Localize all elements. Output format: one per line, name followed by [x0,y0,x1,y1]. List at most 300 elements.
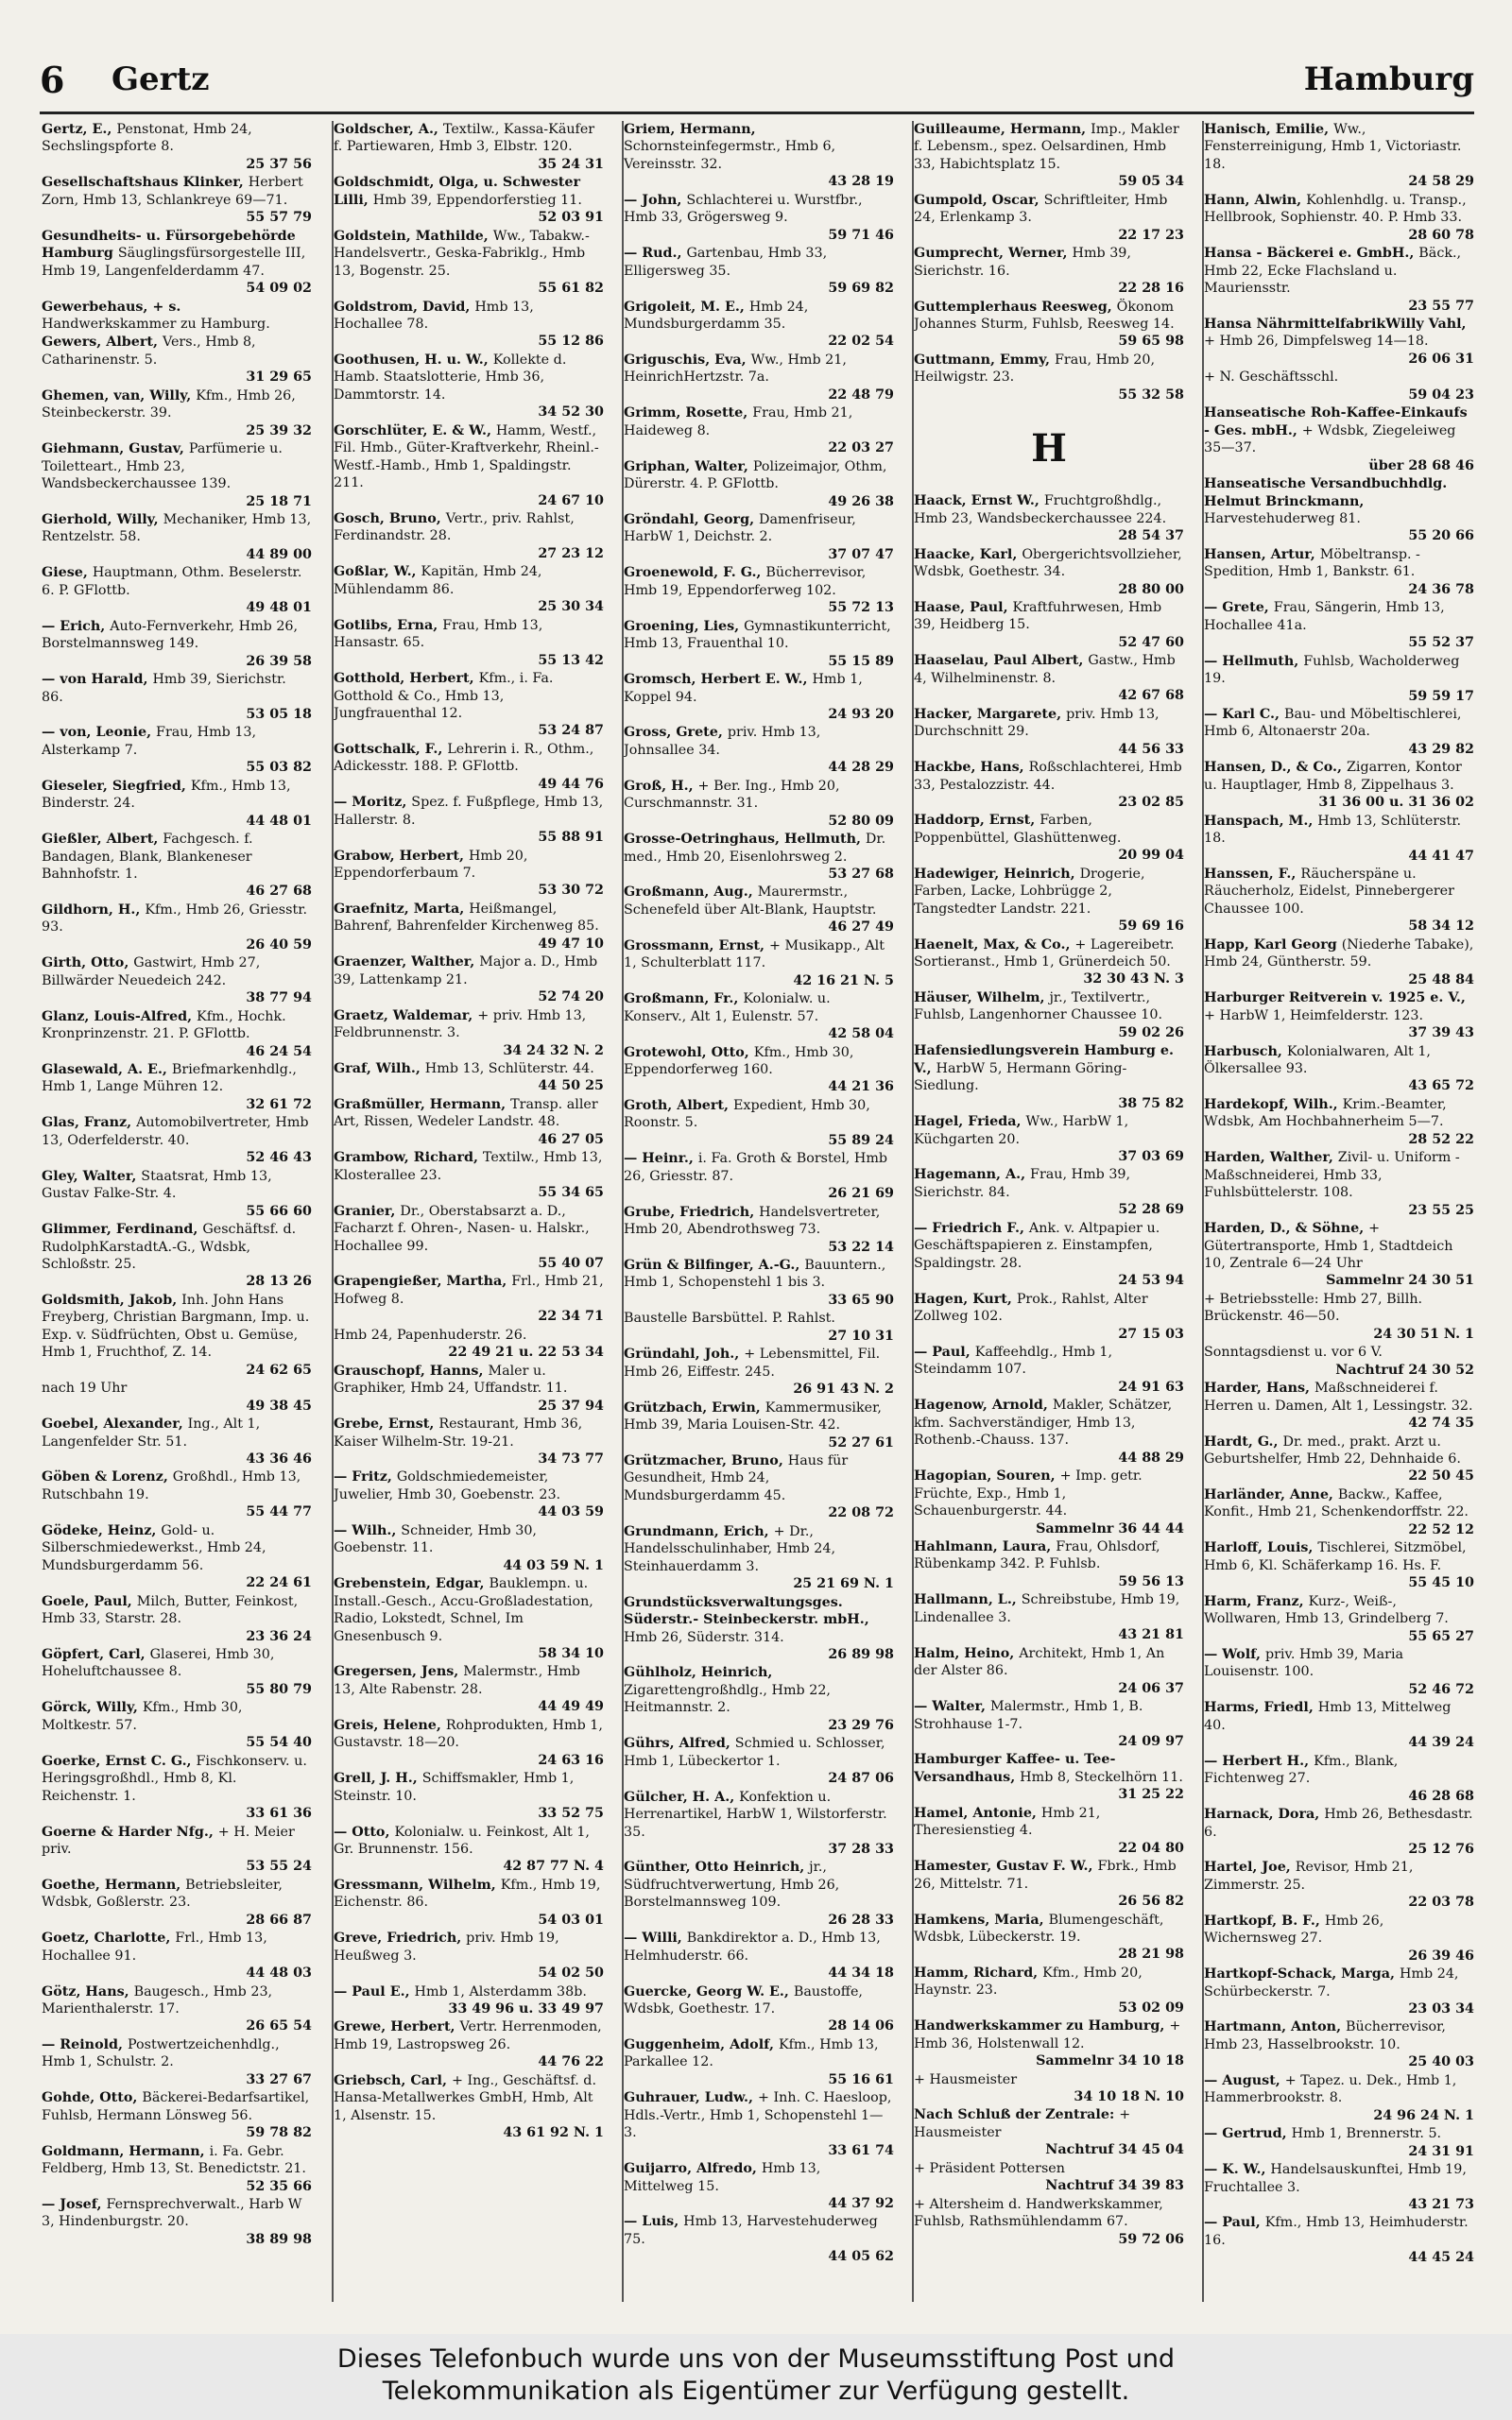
entry-phone: 44 05 62 [828,2249,894,2265]
entry-detail: + H. Meier priv. [42,1824,295,1857]
entry-detail: + N. Geschäftsschl. [1204,369,1339,386]
entry-detail: + Imp. getr. Früchte, Exp., Hmb 1, Schauenburgerstr. 44. [914,1468,1143,1519]
entry-phone: 26 89 98 [828,1646,894,1662]
entry-name: Harden, Walther, [1204,1150,1338,1166]
entry-phone: 24 30 51 N. 1 [1373,1326,1474,1342]
directory-entry [914,1751,1184,1803]
entry-phone: Nachtruf 34 39 83 [1045,2178,1184,2194]
entry-phone: 22 24 61 [246,1575,312,1591]
entry-detail: + Hmb 26, Dimpfelsweg 14—18. [1204,334,1429,350]
entry-detail: HarbW 5, Hermann Göring-Siedlung. [914,1060,1127,1094]
entry-phone: 24 58 29 [1408,174,1474,190]
entry-detail: Schneider, Hmb 30, Goebenstr. 11. [334,1522,537,1556]
entry-name: Görck, Willy, [42,1700,143,1716]
entry-phone: 53 02 09 [1118,2000,1184,2016]
entry-phone: 22 52 12 [1408,1521,1474,1537]
entry-phone: Nachtruf 24 30 52 [1335,1362,1474,1378]
directory-entry [914,866,1184,935]
entry-detail: Baugesch., Hmb 23, Marienthalerstr. 17. [42,1983,273,2017]
entry-detail: Hmb 1, Koppel 94. [624,672,863,705]
entry-detail: + Lebensmittel, Fil. Hmb 26, Eiffestr. 245. [624,1347,881,1380]
entry-phone: 38 89 98 [246,2231,312,2247]
header-city: Hamburg [1303,60,1474,98]
entry-name: Harder, Hans, [1204,1381,1315,1397]
entry-detail: Fbrk., Hmb 26, Mittelstr. 71. [914,1859,1177,1892]
entry-detail: Fernsprechverwalt., Harb W 3, Hindenburgstr. 20. [42,2197,302,2230]
entry-phone: 22 50 45 [1408,1468,1474,1485]
entry-name: Hagen, Kurt, [914,1291,1017,1307]
directory-entry [1204,1043,1474,1095]
entry-name: Goldstrom, David, [334,299,475,315]
directory-entry [914,1805,1184,1857]
entry-phone: 49 44 76 [538,776,604,792]
entry-detail: Baustelle Barsbüttel. P. Rahlst. [624,1311,835,1327]
entry-phone: 55 44 77 [246,1504,312,1520]
entry-phone: 53 55 24 [246,1859,312,1875]
entry-phone: 42 16 21 N. 5 [793,972,894,988]
entry-detail: Bäck., Hmb 22, Ecke Flachsland u. Mauriensstr. [1204,246,1462,297]
entry-detail: Hmb 26, Süderstr. 314. [624,1629,784,1645]
entry-phone: 55 34 65 [538,1185,604,1201]
entry-detail: Hmb 13, Schlüterstr. 18. [1204,813,1462,847]
entry-phone: 22 04 80 [1118,1840,1184,1856]
entry-phone: 55 03 82 [246,760,312,776]
entry-name: Gesellschaftshaus Klinker, [42,175,249,191]
entry-detail: Hmb 39, Eppendorferstieg 11. [372,192,582,208]
entry-name: Häuser, Wilhelm, [914,989,1050,1005]
directory-entry [334,422,604,509]
entry-detail: Säuglingsfürsorgestelle III, Hmb 19, Langenfelderdamm 47. [42,246,306,279]
entry-phone: 55 57 79 [246,210,312,226]
entry-phone: 22 34 71 [538,1309,604,1325]
directory-entry [914,1291,1184,1343]
entry-name: Harms, Friedl, [1204,1700,1318,1716]
entry-phone: 54 02 50 [538,1965,604,1982]
entry-name: Gotthold, Herbert, [334,671,479,687]
entry-phone: 25 48 84 [1408,971,1474,987]
entry-phone: über 28 68 46 [1368,457,1474,473]
entry-phone: 22 17 23 [1118,227,1184,243]
entry-name: Goldscher, A., [334,122,443,137]
directory-entry [1204,1291,1474,1343]
entry-phone: 44 03 59 N. 1 [503,1557,604,1573]
directory-entry [914,1538,1184,1590]
directory-entry [42,778,312,830]
entry-phone: 27 15 03 [1118,1326,1184,1342]
directory-entry [1204,2125,1474,2160]
entry-detail: Möbeltransp. - Spedition, Hmb 1, Bankstr. 61. [1204,546,1420,580]
entry-phone: 44 48 03 [246,1965,312,1982]
directory-entry [42,1416,312,1467]
entry-phone: 59 05 34 [1118,174,1184,190]
entry-detail: Bäckerei-Bedarfsartikel, Fuhlsb, Hermann Lönsweg 56. [42,2090,310,2123]
entry-name: — Walter, [914,1699,990,1715]
entry-phone: 55 16 61 [828,2071,894,2087]
directory-entry [914,192,1184,244]
entry-phone: 38 77 94 [246,990,312,1006]
entry-phone: 59 65 98 [1118,334,1184,350]
entry-detail: Zivil- u. Uniform - Maßschneiderei, Hmb 33, Fuhlsbüttelerstr. 108. [1204,1150,1460,1201]
entry-detail: Zigarren, Kontor u. Hauptlager, Hmb 8, Zippelhaus 3. [1204,760,1462,793]
entry-phone: 59 04 23 [1408,386,1474,403]
directory-entry [42,1824,312,1876]
entry-name: — Wilh., [334,1522,402,1538]
directory-entry [1204,1149,1474,1219]
directory-entry [1204,759,1474,811]
directory-entry [624,2160,894,2212]
entry-name: Griebsch, Carl, [334,2072,452,2088]
directory-entry [1204,1344,1474,1379]
directory-entry [624,1735,894,1787]
directory-entry [42,1699,312,1751]
entry-detail: Kfm., Blank, Fichtenweg 27. [1204,1753,1399,1787]
directory-entry [42,901,312,953]
entry-name: Göben & Lorenz, [42,1469,173,1485]
entry-name: Hacker, Margarete, [914,706,1067,722]
directory-entry [914,1591,1184,1643]
directory-entry [42,511,312,563]
entry-detail: Vers., Hmb 8, Catharinenstr. 5. [42,335,256,368]
directory-entry [624,724,894,776]
entry-name: Hann, Alwin, [1204,192,1307,208]
entry-phone: 44 45 24 [1408,2250,1474,2266]
entry-phone: 20 99 04 [1118,848,1184,864]
entry-detail: Transp. aller Art, Rissen, Wedeler Landstr. 48. [334,1096,598,1130]
entry-detail: Hmb 39, Sierichstr. 86. [42,672,286,705]
entry-phone: 24 31 91 [1408,2143,1474,2159]
directory-entry [914,1042,1184,1112]
entry-detail: Geschäftsf. d. RudolphKarstadtA.-G., Wdsbk, Schloßstr. 25. [42,1222,297,1272]
directory-entry [42,1380,312,1415]
directory-entry [42,299,312,334]
directory-entry [334,299,604,351]
entry-detail: Schiffsmakler, Hmb 1, Steinstr. 10. [334,1771,575,1804]
entry-phone: 44 21 36 [828,1079,894,1095]
entry-phone: 22 08 72 [828,1505,894,1521]
entry-phone: 44 28 29 [828,760,894,776]
directory-entry [624,1310,894,1345]
entry-name: Nach Schluß der Zentrale: [914,2107,1120,2123]
footer-notice [0,2334,1512,2420]
entry-phone: 25 37 56 [246,156,312,172]
directory-entry [1204,2214,1474,2266]
entry-detail: Kfm., Hmb 13, Binderstr. 24. [42,778,291,812]
entry-name: Haenelt, Max, & Co., [914,936,1075,953]
entry-phone: 59 56 13 [1118,1573,1184,1589]
directory-entry [914,352,1184,403]
entry-detail: Maßschneiderei f. Herren u. Damen, Alt 1, Lessingstr. 32. [1204,1381,1473,1414]
entry-detail: Ww., Fensterreinigung, Hmb 1, Victoriastr. 18. [1204,122,1462,172]
entry-phone: 23 36 24 [246,1628,312,1644]
directory-entry [624,1452,894,1522]
entry-detail: + Präsident Pottersen [914,2160,1065,2176]
entry-name: Harburger Reitverein v. 1925 e. V., [1204,990,1466,1006]
directory-entry [1204,706,1474,758]
entry-name: Gregersen, Jens, [334,1664,464,1680]
entry-name: — John, [624,192,687,208]
entry-detail: Maler u. Graphiker, Hmb 24, Uffandstr. 11. [334,1363,568,1397]
entry-name: Hansen, D., & Co., [1204,760,1347,776]
entry-detail: Hmb 24, Mundsburgerdamm 35. [624,299,809,332]
entry-name: Gesundheits- u. Fürsorgebehörde Hamburg [42,228,296,262]
directory-entry [624,1399,894,1451]
directory-entry [1204,1539,1474,1591]
entry-detail: Gastwirt, Hmb 27, Billwärder Neuedeich 242. [42,955,261,988]
entry-detail: Kfm., Hmb 13, Parkallee 12. [624,2036,879,2070]
directory-entry [914,299,1184,351]
directory-entry [1204,316,1474,368]
entry-detail: Großhdl., Hmb 13, Rutschbahn 19. [42,1469,301,1502]
entry-name: Graetz, Waldemar, [334,1007,478,1023]
entry-phone: 25 21 69 N. 1 [793,1576,894,1592]
entry-name: Hagenow, Arnold, [914,1398,1053,1414]
entry-phone: 43 21 81 [1118,1627,1184,1643]
entry-name: Griem, Hermann, [624,122,756,137]
entry-name: Giehmann, Gustav, [42,441,189,457]
entry-phone: 31 25 22 [1118,1787,1184,1803]
entry-name: Hardekopf, Wilh., [1204,1096,1343,1112]
entry-phone: 25 12 76 [1408,1841,1474,1857]
entry-phone: 53 30 72 [538,883,604,899]
entry-detail: Hmb 24, Papenhuderstr. 26. [334,1327,527,1343]
directory-entry [914,812,1184,864]
entry-detail: Ökonom Johannes Sturm, Fuhlsb, Reesweg 14. [914,299,1175,332]
entry-name: — von, Leonie, [42,725,157,741]
entry-name: Groening, Lies, [624,618,745,634]
directory-entry [334,901,604,953]
entry-detail: Hmb 13, Mittelweg 40. [1204,1700,1452,1733]
entry-phone: 53 05 18 [246,706,312,722]
directory-entry [334,121,604,173]
entry-phone: 44 39 24 [1408,1735,1474,1751]
entry-detail: Malermstr., Hmb 13, Alte Rabenstr. 28. [334,1664,580,1697]
entry-name: Göpfert, Carl, [42,1646,150,1662]
entry-phone: 49 26 38 [828,493,894,509]
entry-phone: 37 03 69 [1118,1149,1184,1165]
entry-detail: nach 19 Uhr [42,1381,128,1397]
entry-detail: Dr., Oberstabsarzt a. D., Facharzt f. Ohren-, Nasen- u. Halskr., Hochallee 99. [334,1203,590,1254]
entry-detail: priv. Hmb 13, Johnsallee 34. [624,725,821,758]
entry-detail: Hmb 26, Wichernsweg 27. [1204,1913,1384,1947]
entry-name: Grapengießer, Martha, [334,1274,512,1290]
directory-entry [42,334,312,386]
entry-phone: 42 87 77 N. 4 [503,1859,604,1875]
entry-name: Hartkopf-Schack, Marga, [1204,1966,1400,1982]
entry-name: Hansen, Artur, [1204,546,1320,562]
directory-entry [42,1008,312,1060]
entry-detail: Schmied u. Schlosser, Hmb 1, Lübeckertor 1. [624,1736,885,1769]
entry-name: Goele, Paul, [42,1593,137,1609]
entry-name: Graenzer, Walther, [334,954,480,970]
directory-entry [624,671,894,723]
entry-phone: 43 61 92 N. 1 [503,2125,604,2141]
entry-name: Gewerbehaus, + s. [42,299,181,315]
entry-phone: 46 27 05 [538,1131,604,1147]
entry-detail: Betriebsleiter, Wdsbk, Goßlerstr. 23. [42,1877,283,1911]
entry-detail: Blumengeschäft, Wdsbk, Lübeckerstr. 19. [914,1912,1164,1945]
directory-entry [914,1645,1184,1697]
entry-name: Haacke, Karl, [914,546,1022,562]
entry-name: Griphan, Walter, [624,458,753,474]
entry-name: Grundmann, Erich, [624,1523,774,1539]
entry-detail: + HarbW 1, Heimfelderstr. 123. [1204,1007,1424,1023]
entry-detail: Frau, Sängerin, Hmb 13, Hochallee 41a. [1204,600,1445,633]
entry-detail: Textilw., Hmb 13, Klosterallee 23. [334,1150,603,1183]
footer-line-2: Telekommunikation als Eigentümer zur Verfügung gestellt. [382,2377,1130,2406]
entry-phone: 22 03 27 [828,440,894,456]
entry-name: Goetz, Charlotte, [42,1931,176,1947]
entry-phone: 27 23 12 [538,545,604,561]
entry-phone: 27 10 31 [828,1328,894,1344]
entry-name: Glanz, Louis-Alfred, [42,1008,198,1024]
entry-name: Gromsch, Herbert E. W., [624,672,813,688]
entry-name: Hafensiedlungsverein Hamburg e. V., [914,1043,1174,1076]
entry-name: Gottschalk, F., [334,741,448,757]
entry-phone: 22 03 78 [1408,1895,1474,1911]
entry-name: Gildhorn, H., [42,901,146,918]
entry-detail: Frau, Hmb 21, Haideweg 8. [624,405,853,438]
entry-name: — Herbert H., [1204,1753,1314,1769]
entry-phone: 35 24 31 [538,156,604,172]
entry-name: Großmann, Fr., [624,991,744,1007]
directory-entry [624,884,894,935]
entry-name: Gröndahl, Georg, [624,511,760,527]
entry-name: Girth, Otto, [42,955,134,971]
entry-name: Goethe, Hermann, [42,1877,186,1893]
directory-entry [914,2160,1184,2195]
entry-detail: Heißmangel, Bahrenf, Bahrenfelder Kirchenweg 85. [334,901,599,935]
entry-detail: Tischlerei, Sitzmöbel, Hmb 6, Kl. Schäferkamp 16. Hs. F. [1204,1540,1467,1573]
directory-entry [1204,2072,1474,2124]
entry-detail: Hauptmann, Othm. Beselerstr. 6. P. GFlottb. [42,565,302,598]
entry-phone: 58 34 10 [538,1645,604,1661]
entry-phone: 28 66 87 [246,1912,312,1928]
directory-entry [624,831,894,883]
entry-phone: 44 49 49 [538,1699,604,1715]
entry-detail: Gartenbau, Hmb 33, Elligersweg 35. [624,246,828,279]
entry-name: Graßmüller, Hermann, [334,1096,511,1112]
entry-name: Hagel, Frieda, [914,1114,1026,1130]
directory-entry [1204,1593,1474,1645]
entry-name: — Karl C., [1204,706,1284,722]
entry-detail: Krim.-Beamter, Wdsbk, Am Hochbahnerheim 5—7. [1204,1096,1447,1130]
entry-phone: 53 27 68 [828,867,894,883]
entry-phone: 23 02 85 [1118,794,1184,810]
entry-name: Gührs, Alfred, [624,1736,735,1752]
directory-entry [1204,1753,1474,1805]
directory-entry [42,1877,312,1929]
entry-phone: 24 62 65 [246,1362,312,1378]
entry-name: Goothusen, H. u. W., [334,352,493,368]
entry-detail: Kfm., Hmb 26, Steinbeckerstr. 39. [42,387,296,421]
entry-phone: 46 27 68 [246,884,312,900]
entry-name: Gühlholz, Heinrich, [624,1665,773,1681]
entry-phone: 59 59 17 [1408,688,1474,704]
directory-entry [914,652,1184,704]
entry-detail: Briefmarkenhdlg., Hmb 1, Lange Mühren 12. [42,1062,297,1095]
entry-detail: Vertr. Herrenmoden, Hmb 19, Lastropsweg 26. [334,2019,602,2052]
entry-detail: + Ber. Ing., Hmb 20, Curschmannstr. 31. [624,778,840,812]
entry-phone: 55 52 37 [1408,635,1474,651]
directory-entry [42,2196,312,2248]
entry-name: Graf, Wilh., [334,1061,425,1077]
entry-name: Harbusch, [1204,1043,1287,1059]
directory-entry [334,1717,604,1769]
entry-phone: 31 36 00 u. 31 36 02 [1318,795,1474,811]
entry-phone: 54 03 01 [538,1912,604,1928]
entry-phone: 24 53 94 [1118,1273,1184,1289]
directory-entry [914,492,1184,544]
entry-detail: + Ing., Geschäftsf. d. Hansa-Metallwerkes GmbH, Hmb, Alt 1, Alsenstr. 15. [334,2072,597,2123]
entry-phone: 55 61 82 [538,281,604,297]
entry-phone: 32 30 43 N. 3 [1083,971,1184,987]
entry-phone: 46 28 68 [1408,1788,1474,1804]
entry-detail: Kolonialwaren, Alt 1, Ölkersallee 93. [1204,1043,1431,1077]
entry-detail: Bauuntern., Hmb 1, Schopenstehl 1 bis 3. [624,1258,886,1291]
directory-entry [914,989,1184,1041]
entry-detail: Bauklempn. u. Install.-Gesch., Accu-Großladestation, Radio, Lokstedt, Schnel, Im Gnesenbusch 9. [334,1576,593,1644]
entry-name: — Gertrud, [1204,2126,1292,2142]
entry-phone: 34 73 77 [538,1450,604,1467]
entry-phone: 26 28 33 [828,1912,894,1928]
entry-name: Granier, [334,1203,401,1219]
entry-name: Guttemplerhaus Reesweg, [914,299,1117,315]
directory-entry [624,618,894,670]
entry-name: Haase, Paul, [914,599,1013,615]
directory-entry [624,458,894,510]
entry-phone: 26 39 46 [1408,1948,1474,1964]
entry-phone: 26 56 82 [1118,1894,1184,1910]
entry-detail: Kfm., Hmb 19, Eichenstr. 86. [334,1877,601,1911]
entry-name: — Fritz, [334,1469,397,1485]
entry-detail: Hmb 26, Bethesdastr. 6. [1204,1807,1473,1840]
entry-phone: 52 46 43 [246,1150,312,1166]
entry-detail: Hmb 39, Sierichstr. 16. [914,246,1131,279]
entry-detail: Drogerie, Farben, Lacke, Lohbrügge 2, Tangstedter Landstr. 221. [914,866,1145,917]
entry-phone: 59 78 82 [246,2125,312,2141]
directory-entry [42,387,312,439]
entry-phone: 28 21 98 [1118,1947,1184,1963]
directory-entry [1204,989,1474,1041]
entry-name: Hamel, Antonie, [914,1805,1041,1821]
entry-detail: Gymnastikunterricht, Hmb 13, Frauenthal 10. [624,618,891,652]
entry-phone: 52 80 09 [828,813,894,829]
entry-name: Grauschopf, Hanns, [334,1363,489,1379]
entry-detail: Rohprodukten, Hmb 1, Gustavstr. 18—20. [334,1717,603,1751]
entry-phone: 59 71 46 [828,227,894,243]
entry-phone: 52 35 66 [246,2178,312,2194]
entry-name: Hahlmann, Laura, [914,1538,1057,1554]
entry-phone: 37 39 43 [1408,1025,1474,1041]
directory-entry [624,937,894,989]
directory-entry [624,1523,894,1593]
directory-entry [1204,369,1474,403]
entry-detail: Frau, Hmb 13, Hansastr. 65. [334,617,543,651]
entry-detail: Imp., Makler f. Lebensm., spez. Oelsardinen, Hmb 33, Habichtsplatz 15. [914,122,1179,172]
entry-detail: Malermstr., Hmb 1, B. Strohhause 1-7. [914,1699,1143,1732]
entry-detail: Frau, Ohlsdorf, Rübenkamp 342. P. Fuhlsb. [914,1538,1160,1572]
entry-phone: 26 65 54 [246,2018,312,2034]
section-letter: H [1031,426,1067,472]
entry-phone: 33 61 74 [828,2142,894,2158]
directory-entry [42,954,312,1006]
entry-name: Guhrauer, Ludw., [624,2090,758,2106]
directory-entry [334,174,604,226]
entry-name: Harländer, Anne, [1204,1486,1338,1502]
entry-name: Hamester, Gustav F. W., [914,1859,1098,1875]
entry-detail: Vertr., priv. Rahlst, Ferdinandstr. 28. [334,510,575,544]
directory-entry [624,192,894,244]
